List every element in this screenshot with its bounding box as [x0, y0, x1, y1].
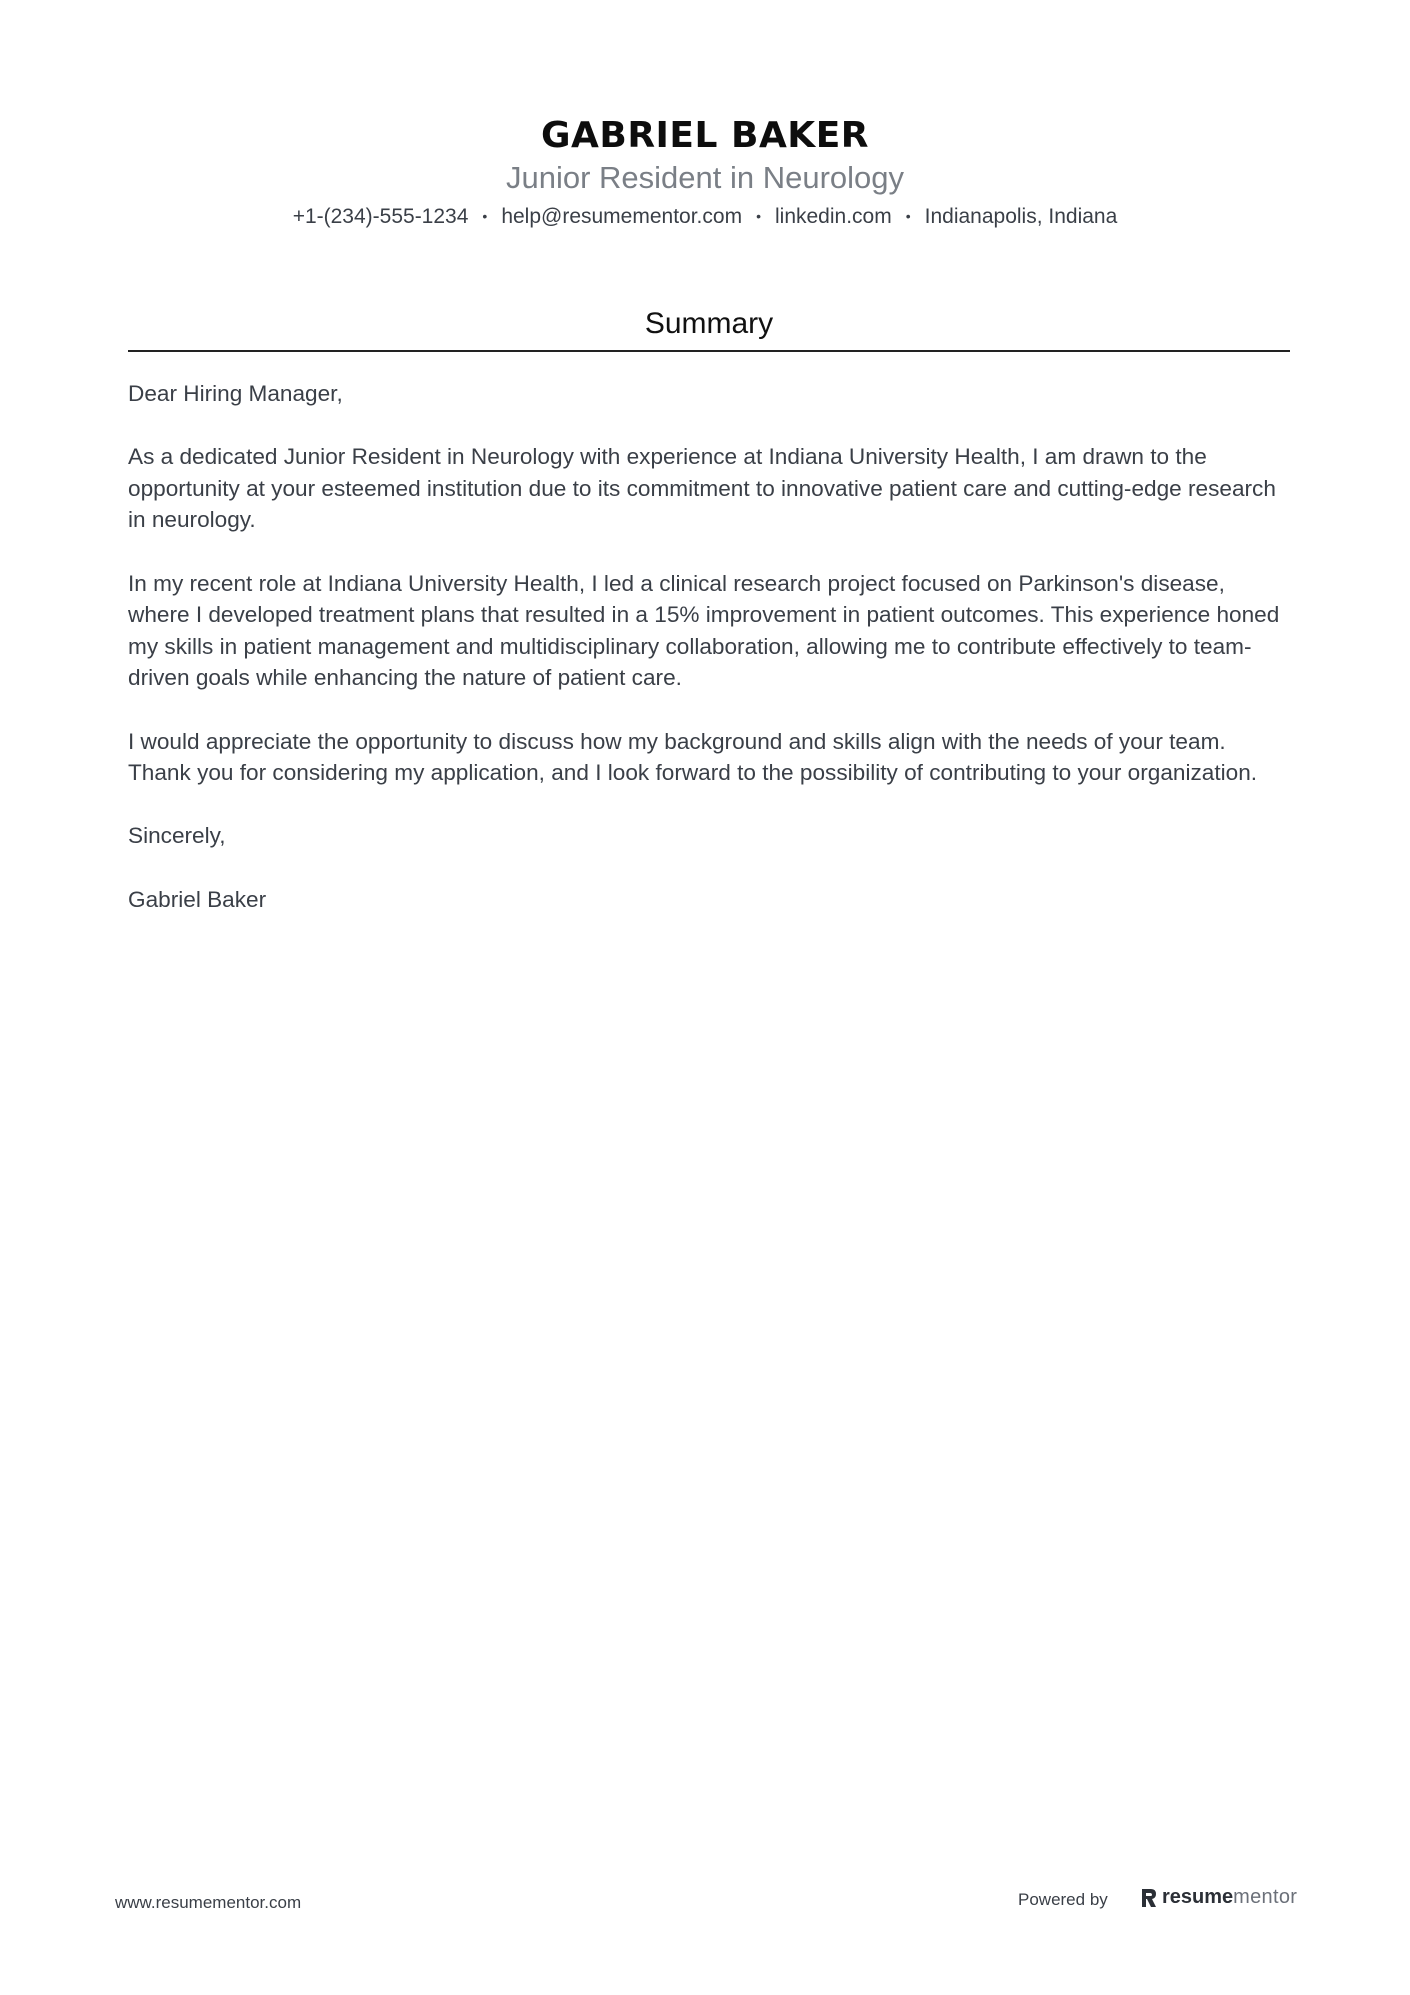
section-title-summary: Summary [644, 307, 774, 340]
contact-separator: • [482, 208, 488, 224]
brand-name-part2: mentor [1233, 1886, 1298, 1908]
brand-name-part1: resume [1162, 1886, 1234, 1908]
contact-email: help@resumementor.com [501, 205, 743, 228]
contact-line [0, 202, 1410, 231]
section-divider [128, 350, 1290, 352]
footer-url: www.resumementor.com [115, 1893, 302, 1912]
contact-phone: +1-(234)-555-1234 [292, 205, 469, 228]
letter-paragraph: As a dedicated Junior Resident in Neurology with experience at Indiana University Health, I am drawn to the opportunity at your esteemed institution due to its commitment to innovative patient care and cutting-edge research in neurology. [128, 444, 1276, 533]
contact-separator: • [756, 208, 761, 224]
resumementor-logo-icon [1140, 1887, 1158, 1909]
powered-by-label: Powered by [1018, 1890, 1108, 1909]
candidate-name: GABRIEL BAKER [540, 115, 870, 156]
letter-greeting: Dear Hiring Manager, [128, 381, 343, 406]
candidate-job-title: Junior Resident in Neurology [505, 160, 905, 195]
letter-paragraph: I would appreciate the opportunity to discuss how my background and skills align with the needs of your team. Thank you for considering my application, and I look forward to the possibility of contributing to your organization. [128, 728, 1258, 786]
contact-linkedin: linkedin.com [774, 205, 892, 228]
letter-paragraph: In my recent role at Indiana University Health, I led a clinical research project focused on Parkinson's disease, where I developed treatment plans that resulted in a 15% improvement in patient outcomes. This experience honed my skills in patient management and multidisciplinary collaboration, allowing me to contribute effectively to team-driven goals while enhancing the nature of patient care. [128, 570, 1280, 691]
brand-logo [1140, 1886, 1297, 1909]
letter-header [0, 112, 1410, 231]
letter-closing: Sincerely, [128, 823, 226, 849]
contact-location: Indianapolis, Indiana [924, 205, 1118, 228]
contact-separator: • [905, 208, 911, 224]
letter-body [128, 378, 1290, 947]
letter-signature: Gabriel Baker [128, 886, 267, 912]
